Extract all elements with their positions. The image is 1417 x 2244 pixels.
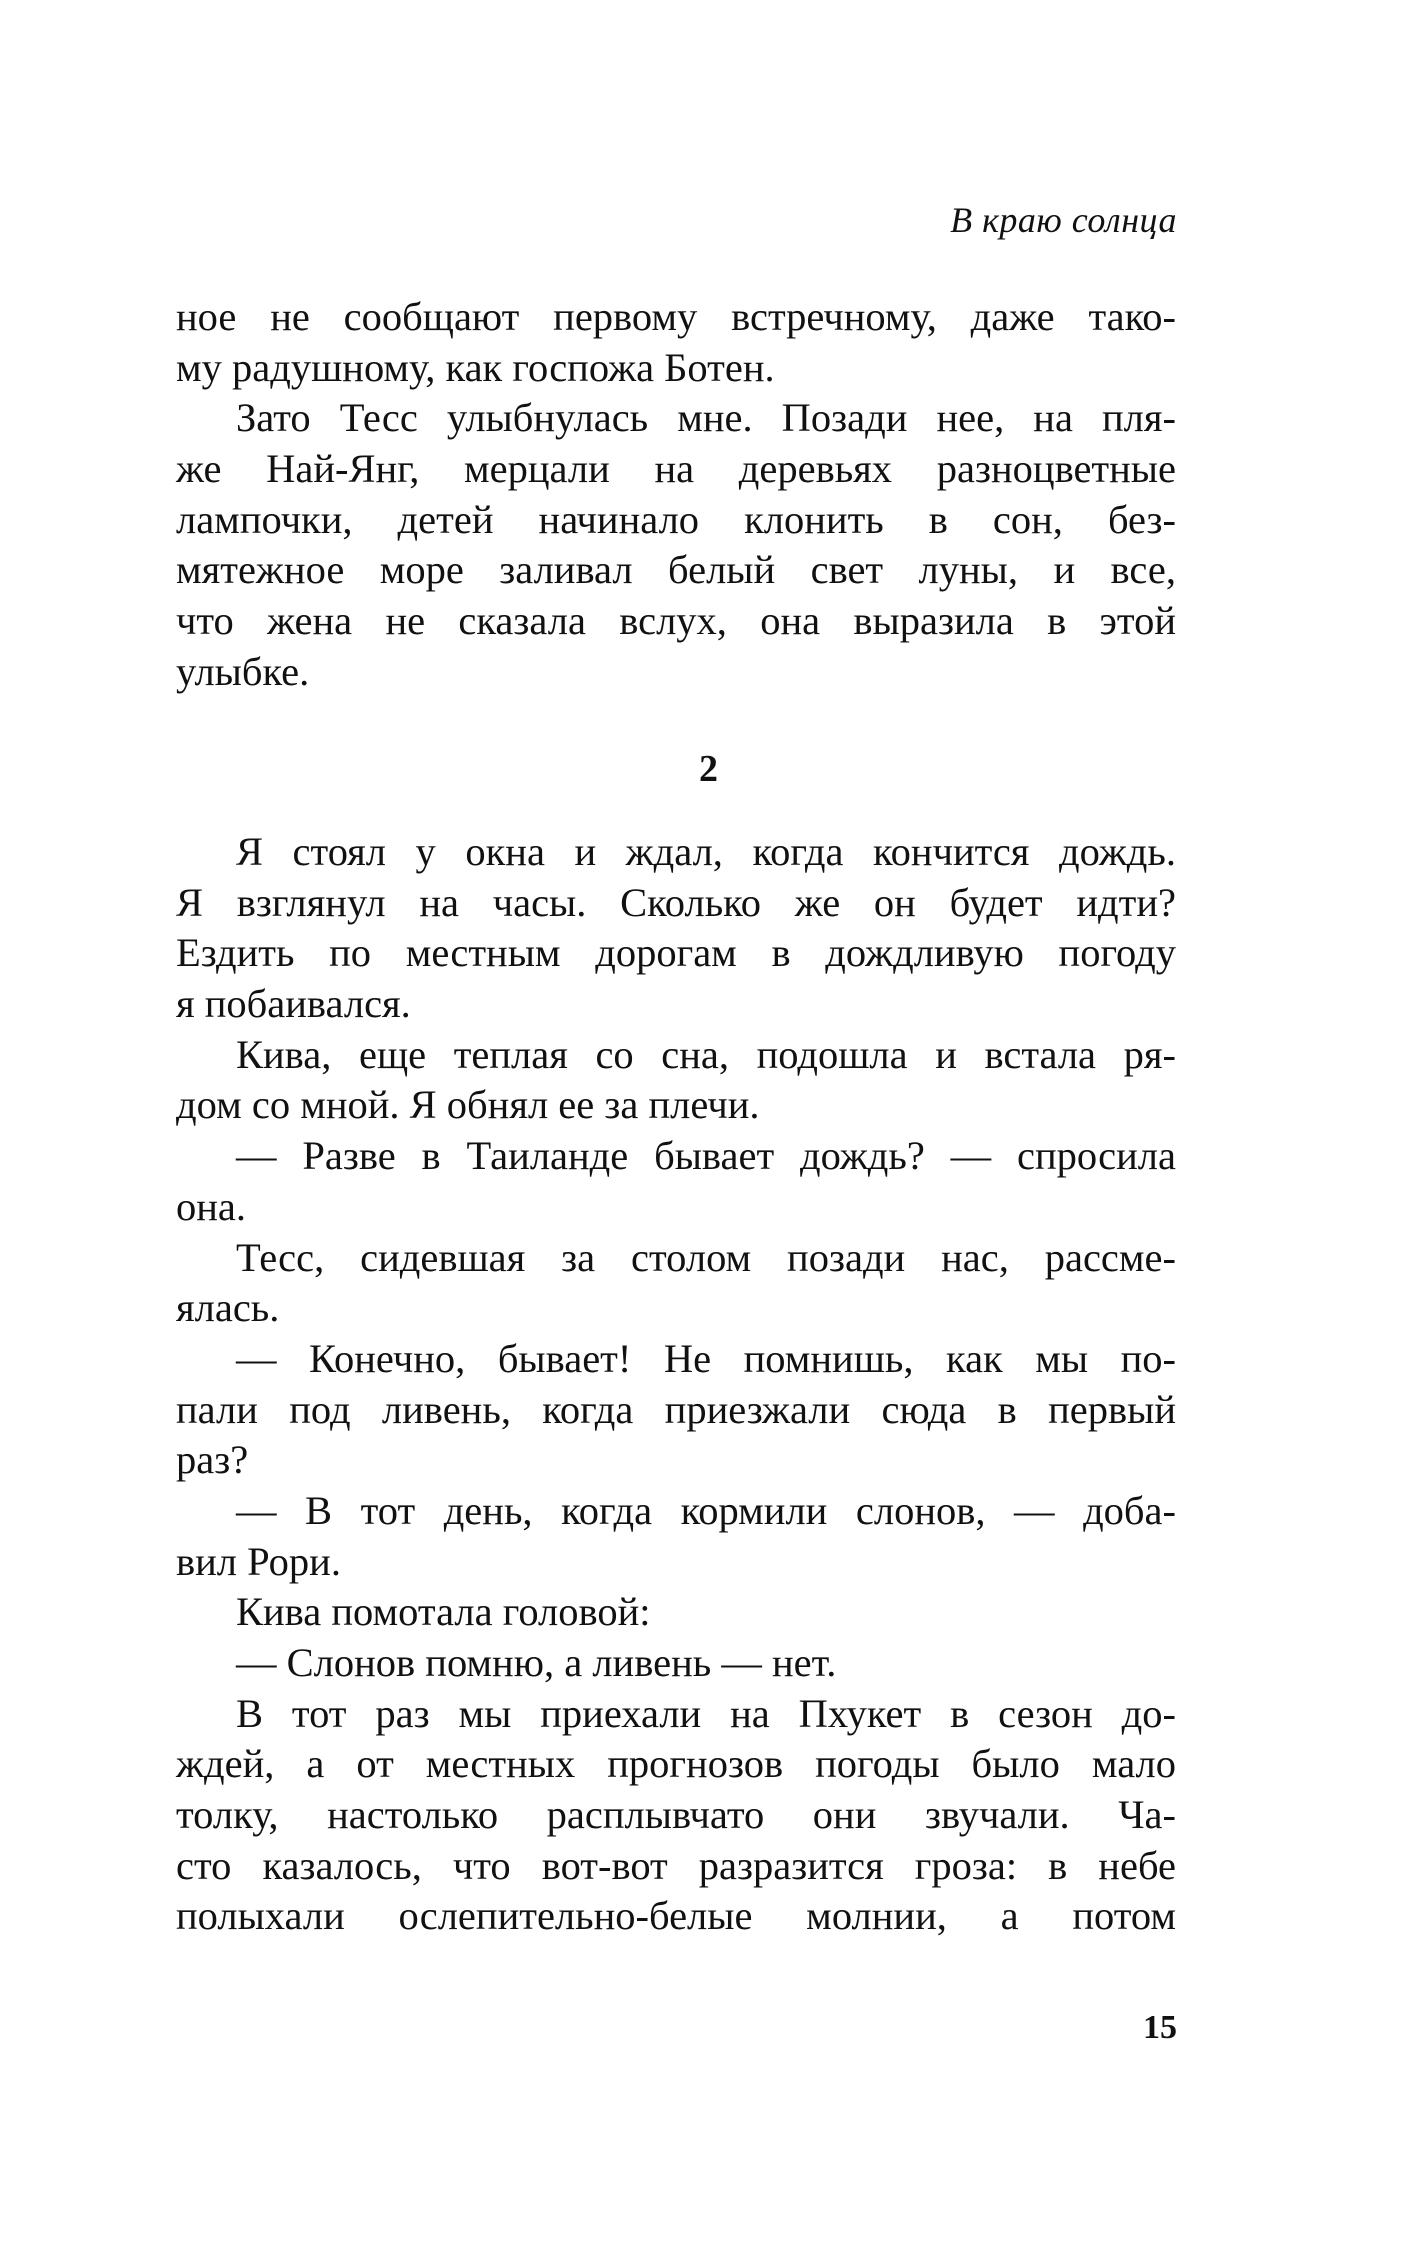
text-line: дом со мной. Я обнял ее за плечи. bbox=[176, 1082, 760, 1128]
text-line: — Слонов помню, а ливень — нет. bbox=[236, 1640, 837, 1685]
paragraph-block-2 bbox=[176, 827, 1176, 1942]
text-line: Я стоял у окна и ждал, когда кончится дождь. bbox=[236, 829, 1176, 874]
text-line: Зато Тесс улыбнулась мне. Позади нее, на пля- bbox=[236, 395, 1176, 441]
text-line: Кива, еще теплая со сна, подошла и встала ря- bbox=[236, 1031, 1176, 1077]
text-line: — В тот день, когда кормили слонов, — доба- bbox=[236, 1487, 1176, 1533]
text-line: толку, настолько расплывчато они звучали. Ча- bbox=[176, 1792, 1176, 1838]
paragraph-block-1 bbox=[176, 292, 1176, 698]
text-line: лампочки, детей начинало клонить в сон, без- bbox=[176, 496, 1176, 542]
text-line: му радушному, как госпожа Ботен. bbox=[176, 344, 775, 390]
page-number: 15 bbox=[1143, 2009, 1177, 2046]
text-line: ждей, а от местных прогнозов погоды было мало bbox=[176, 1741, 1176, 1787]
text-line: улыбке. bbox=[176, 648, 310, 694]
text-line: что жена не сказала вслух, она выразила в этой bbox=[176, 598, 1176, 644]
text-line: же Най-Янг, мерцали на деревьях разноцветные bbox=[176, 446, 1176, 492]
text-line: Кива помотала головой: bbox=[236, 1589, 651, 1635]
text-line: Я взглянул на часы. Сколько же он будет идти? bbox=[176, 879, 1176, 925]
text-line: Тесс, сидевшая за столом позади нас, рассме- bbox=[236, 1234, 1176, 1280]
text-line: полыхали ослепительно-белые молнии, а потом bbox=[176, 1893, 1176, 1939]
text-line: Ездить по местным дорогам в дождливую погоду bbox=[176, 930, 1176, 976]
text-line: В тот раз мы приехали на Пхукет в сезон до- bbox=[236, 1690, 1176, 1736]
text-line: раз? bbox=[176, 1437, 249, 1483]
text-line: она. bbox=[176, 1183, 247, 1229]
text-line: вил Рори. bbox=[176, 1538, 341, 1584]
running-header: В краю солнца bbox=[950, 200, 1177, 240]
text-line: ялась. bbox=[176, 1285, 280, 1331]
text-line: — Конечно, бывает! Не помнишь, как мы по- bbox=[236, 1335, 1176, 1381]
text-line: пали под ливень, когда приезжали сюда в первый bbox=[176, 1386, 1176, 1432]
chapter-number: 2 bbox=[699, 748, 718, 790]
text-line: ное не сообщают первому встречному, даже тако- bbox=[176, 294, 1176, 339]
text-line: я побаивался. bbox=[176, 981, 411, 1027]
text-line: сто казалось, что вот-вот разразится гроза: в небе bbox=[176, 1842, 1176, 1888]
text-line: — Разве в Таиланде бывает дождь? — спросила bbox=[236, 1133, 1176, 1179]
text-line: мятежное море заливал белый свет луны, и все, bbox=[176, 547, 1176, 593]
